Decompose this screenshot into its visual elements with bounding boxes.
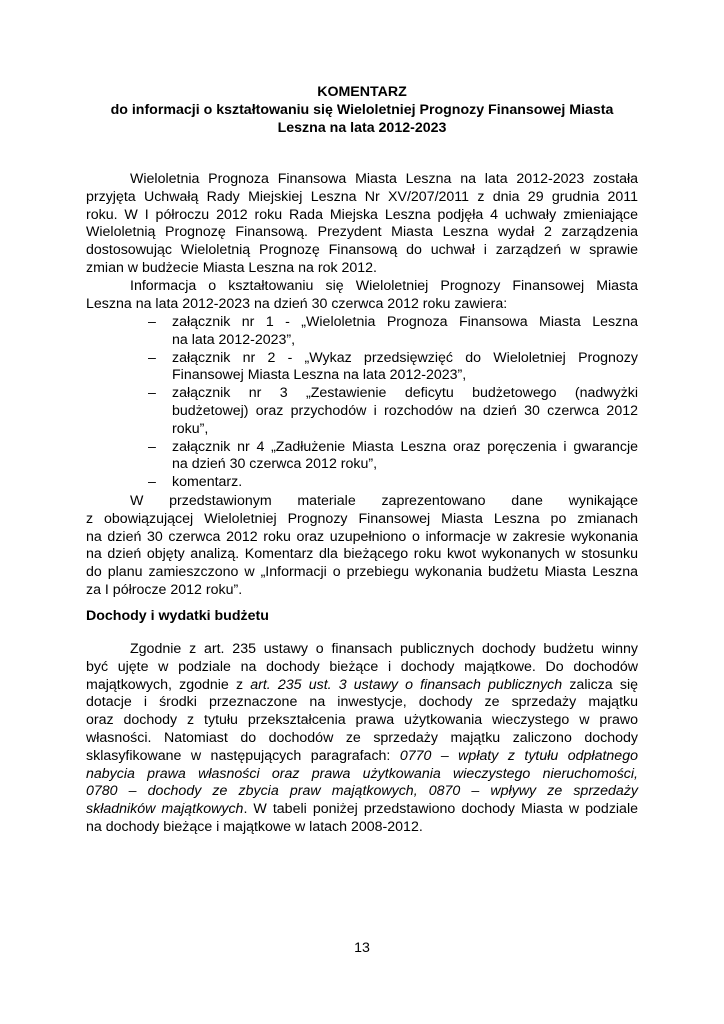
text-line: na dzień 30 czerwca 2012 roku”,	[172, 456, 378, 473]
text-line: Wieloletnia Prognoza Finansowa Miasta Leszna na lata 2012-2023 została	[130, 171, 638, 187]
text-line: załącznik nr 1 - „Wieloletnia Prognoza Finansowa Miasta Leszna	[172, 314, 638, 330]
text-line	[86, 783, 638, 801]
text-line: Informacja o kształtowaniu się Wieloletniej Prognozy Finansowej Miasta	[130, 278, 638, 294]
document-title: KOMENTARZ	[317, 84, 407, 100]
dash-bullet: –	[148, 438, 156, 455]
dash-bullet: –	[148, 314, 156, 330]
text-line: być ujęte w podziale na dochody bieżące i dochody majątkowe. Do dochodów	[86, 658, 638, 675]
attachments-list	[86, 314, 638, 492]
italic-span: 0780 – dochody ze zbycia praw majątkowych, 0870 – wpływy ze sprzedaży	[86, 783, 638, 800]
text-line: komentarz.	[172, 474, 243, 491]
text-line: roku. W I półroczu 2012 roku Rada Miejska Leszna podjęła 4 uchwały zmieniające	[86, 206, 638, 223]
text-line: z obowiązującej Wieloletniej Prognozy Finansowej Miasta Leszna po zmianach	[86, 510, 638, 527]
text-line: Leszna na lata 2012-2023 na dzień 30 czerwca 2012 roku zawiera:	[86, 295, 508, 312]
text-line: Finansowej Miasta Leszna na lata 2012-2023”,	[172, 367, 467, 384]
italic-span: nabycia prawa własności oraz prawa użytkowania wieczystego nieruchomości,	[86, 765, 638, 782]
text-line: na lata 2012-2023”,	[172, 331, 296, 348]
document-subtitle-line-2: Leszna na lata 2012-2023	[277, 120, 447, 136]
text-span: zalicza się	[562, 676, 638, 693]
text-line: dostosowując Wieloletnią Prognozę Finansową do uchwał i zarządzeń w sprawie	[86, 242, 638, 259]
text-line: W przedstawionym materiale zaprezentowano dane wynikające	[130, 493, 638, 509]
text-line: na dochody bieżące i majątkowe w latach 2008-2012.	[86, 818, 423, 835]
text-line: własności. Natomiast do dochodów ze sprzedaży majątku zaliczono dochody	[86, 729, 638, 746]
dash-bullet: –	[148, 385, 156, 402]
text-line	[86, 801, 638, 819]
page-number: 13	[354, 940, 370, 956]
text-line: załącznik nr 2 - „Wykaz przedsięwzięć do Wieloletniej Prognozy	[172, 349, 638, 366]
text-line: na dzień 30 czerwca 2012 roku oraz uzupełniono o informacje w zakresie wykonania	[86, 528, 638, 545]
list-item	[86, 385, 638, 438]
text-span: . W tabeli poniżej przedstawiono dochody Miasta w podziale	[243, 801, 638, 818]
text-span: majątkowych, zgodnie z	[86, 676, 251, 693]
text-line: zmian w budżecie Miasta Leszna na rok 2012.	[86, 259, 378, 276]
dash-bullet: –	[148, 474, 156, 491]
text-line	[86, 766, 638, 784]
italic-span: 0770 – wpłaty z tytułu odpłatnego	[399, 747, 638, 764]
paragraph-presented-material	[86, 493, 638, 600]
list-item	[86, 474, 638, 492]
paragraph-revenues	[86, 641, 638, 837]
text-line: na dzień objęty analizą. Komentarz dla bieżącego roku kwot wykonanych w stosunku	[86, 546, 638, 563]
text-line: do planu zamieszczono w „Informacji o przebiegu wykonania budżetu Miasta Leszna	[86, 564, 638, 581]
section-heading: Dochody i wydatki budżetu	[86, 608, 269, 624]
list-item	[86, 314, 638, 350]
text-line: przyjęta Uchwałą Rady Miejskiej Leszna Nr XV/207/2011 z dnia 29 grudnia 2011	[86, 188, 638, 205]
text-line: za I półrocze 2012 roku”.	[86, 581, 243, 598]
text-line: roku”,	[172, 420, 209, 437]
text-line: Wieloletnią Prognozę Finansową. Prezydent Miasta Leszna wydał 2 zarządzenia	[86, 224, 638, 241]
text-line: budżetowej) oraz przychodów i rozchodów na dzień 30 czerwca 2012	[172, 402, 638, 419]
text-line	[86, 748, 638, 766]
list-item	[86, 439, 638, 475]
list-item	[86, 350, 638, 386]
paragraph-contents	[86, 278, 638, 314]
text-line	[86, 677, 638, 695]
document-subtitle-line-1: do informacji o kształtowaniu się Wieloletniej Prognozy Finansowej Miasta	[110, 102, 614, 118]
text-line: dotacje i środki przeznaczone na inwestycje, dochody ze sprzedaży majątku	[86, 694, 638, 711]
text-span: sklasyfikowane w następujących paragrafach:	[86, 747, 400, 764]
legal-reference: art. 235 ust. 3 ustawy o finansach publicznych	[250, 676, 563, 693]
text-line: oraz dochody z tytułu przekształcenia prawa użytkowania wieczystego w prawo	[86, 712, 638, 729]
italic-span: składników majątkowych	[86, 801, 244, 818]
text-line: Zgodnie z art. 235 ustawy o finansach publicznych dochody budżetu winny	[130, 641, 638, 657]
dash-bullet: –	[148, 349, 156, 366]
text-line: załącznik nr 3 „Zestawienie deficytu budżetowego (nadwyżki	[172, 385, 638, 402]
text-line: załącznik nr 4 „Zadłużenie Miasta Leszna oraz poręczenia i gwarancje	[172, 438, 638, 455]
paragraph-intro	[86, 171, 638, 278]
